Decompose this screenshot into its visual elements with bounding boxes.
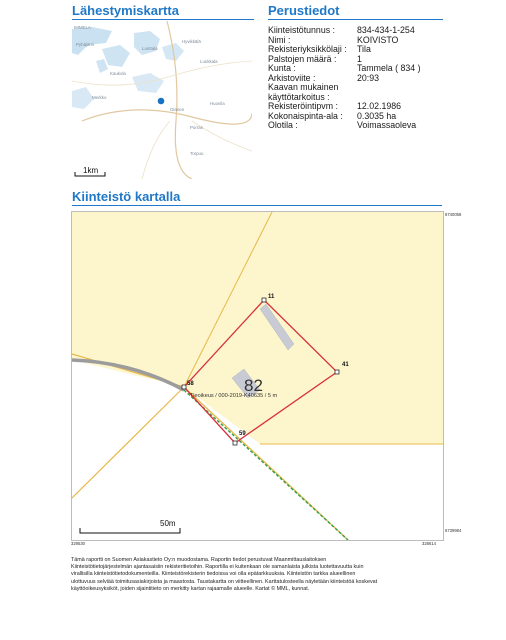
info-label: Olotila : <box>268 120 298 130</box>
coordinate-label: 328614 <box>422 541 436 546</box>
info-value: 20:93 <box>357 72 380 83</box>
property-map <box>71 211 444 541</box>
info-value: 1 <box>357 53 362 64</box>
overview-title-rule <box>72 19 254 20</box>
overview-map-title: Lähestymiskartta <box>72 3 179 18</box>
overview-place-label: Lunttala <box>142 46 158 51</box>
overview-place-label: Torpuu <box>190 151 204 156</box>
boundary-point-label: 58 <box>187 381 194 387</box>
servitude-label: Tieoikeus / 000-2019-K40635 / 5 m <box>190 393 278 399</box>
coordinate-label: 6740058 <box>445 212 462 217</box>
info-value: Tammela ( 834 ) <box>357 63 421 73</box>
info-label: Kaavan mukainen <box>268 82 339 92</box>
overview-place-label: Lunkkala <box>200 59 218 64</box>
basic-info-title: Perustiedot <box>268 3 340 18</box>
overview-place-label: Merkko <box>92 95 107 100</box>
info-value: 834-434-1-254 <box>357 25 415 35</box>
info-label: Kokonaispinta-ala : <box>268 110 343 121</box>
basic-info-title-rule <box>268 19 443 20</box>
overview-scale-label: 1km <box>83 166 99 175</box>
info-label: käyttötarkoitus : <box>268 91 330 102</box>
overview-place-label: Porras <box>190 125 203 130</box>
boundary-marker-icon <box>182 385 186 389</box>
parcel-number: 82 <box>244 376 263 395</box>
boundary-marker-icon <box>262 298 266 302</box>
info-label: Rekisteriyksikkölaji : <box>268 44 347 54</box>
boundary-point-label: 11 <box>268 294 275 300</box>
info-value: Voimassaoleva <box>357 120 417 130</box>
overview-place-label: Oianen <box>170 107 185 112</box>
overview-map <box>72 21 252 179</box>
overview-place-label: Pyhäjärvi <box>76 42 95 47</box>
overview-place-label: Kaukola <box>110 71 126 76</box>
overview-place-label: IMMELA <box>74 25 91 30</box>
scale-bar-label: 50m <box>160 519 176 528</box>
info-label: Rekisteröintipvm : <box>268 101 338 111</box>
info-label: Kunta : <box>268 63 296 73</box>
boundary-marker-icon <box>335 370 339 374</box>
property-map-title: Kiinteistö kartalla <box>72 189 181 204</box>
info-value: Tila <box>357 44 371 54</box>
info-value: 12.02.1986 <box>357 101 402 111</box>
info-label: Arkistoviite : <box>268 72 316 83</box>
info-value: KOIVISTO <box>357 34 399 45</box>
overview-place-label: Hyvikkälä <box>182 39 201 44</box>
location-marker-icon <box>158 98 165 105</box>
property-map-title-rule <box>72 205 442 206</box>
info-label: Nimi : <box>268 34 291 45</box>
overview-map-graphic <box>72 21 252 179</box>
scale-bar <box>80 528 180 533</box>
info-value: 0.3035 ha <box>357 110 397 121</box>
disclaimer-text: Tämä raportti on Suomen Asiakastieto Oy:n muodostama. Raportin tiedot perustuvat Maanmittauslaitoksen Kiinteistötietojärjestelmän ajantasaisiin rekisteritietoihin. Raportilla ei kuitenkaan ole samanlaista julkista luotettavuutta kuin virallisilla kiinteistötietodokumenteilla. Kiinteistörekisterin tiedoissa voi olla epätarkkuuksia. Kiinteistön tarkka alueellinen ulottuvuus selviää toimitusasiakirjoista ja maastosta. Taustakartta on viitteellinen. Karttatulosteella näytetään kiinteistöä koskevat käyttöoikeusyksiköt, joiden sijaintitieto on merkitty kartan rajaamalle alueelle. Kartat © MML, kunnat. <box>71 557 378 592</box>
info-label: Kiinteistötunnus : <box>268 25 335 35</box>
coordinate-label: 6739984 <box>445 528 462 533</box>
coordinate-label: 329530 <box>71 541 85 546</box>
boundary-point-label: 41 <box>342 362 349 368</box>
boundary-point-label: 59 <box>239 431 246 437</box>
boundary-marker-icon <box>233 441 237 445</box>
field-area <box>72 212 443 444</box>
info-label: Palstojen määrä : <box>268 53 337 64</box>
road-line <box>72 387 184 498</box>
overview-place-label: Huovila <box>210 101 225 106</box>
